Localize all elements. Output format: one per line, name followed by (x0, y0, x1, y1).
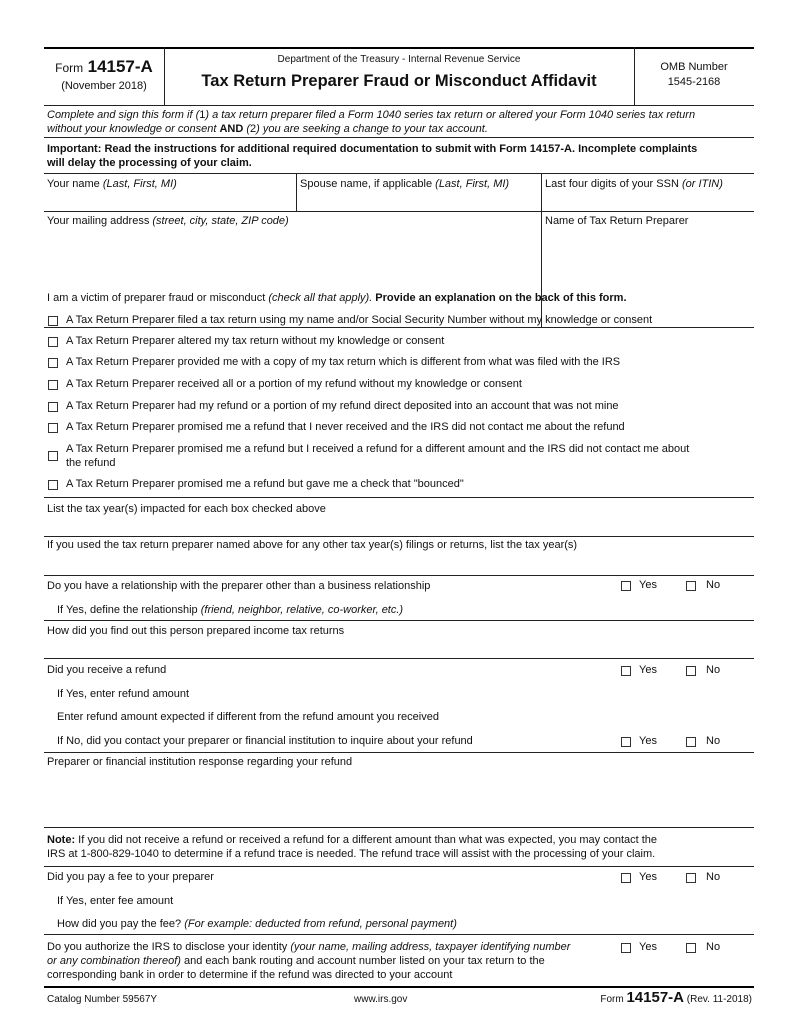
fee-yes-checkbox[interactable] (621, 873, 631, 883)
intro-line-1: Complete and sign this form if (1) a tax return preparer filed a Form 1040 series tax return or altered your Form 1040 series tax return (47, 109, 696, 121)
name-field[interactable] (45, 192, 294, 210)
contact-yes-checkbox[interactable] (621, 737, 631, 747)
option-5-checkbox[interactable] (48, 402, 58, 412)
option-4-checkbox[interactable] (48, 380, 58, 390)
refund-yes-checkbox[interactable] (621, 666, 631, 676)
authorize-yes-checkbox[interactable] (621, 943, 631, 953)
refund-no-checkbox[interactable] (686, 666, 696, 676)
authorize-line-3: corresponding bank in order to determine if the refund was directed to your account (47, 969, 453, 981)
address-field[interactable] (45, 230, 539, 325)
important-line-1: Important: Read the instructions for additional required documentation to submit with Form 14157-A. Incomplete complaints (47, 143, 698, 155)
option-6-label: A Tax Return Preparer promised me a refund that I never received and the IRS did not contact me about the refund (66, 421, 625, 433)
important-line-2: will delay the processing of your claim. (47, 157, 252, 169)
spouse-field[interactable] (298, 192, 538, 210)
omb-number: 1545-2168 (667, 76, 721, 88)
form-prefix: Form (55, 61, 84, 75)
refund-amount-field[interactable] (244, 685, 744, 701)
refund-label: Did you receive a refund (47, 664, 167, 676)
authorize-line-2: or any combination thereof) and each bank routing and account number listed on your tax return to the (47, 955, 545, 967)
page-title: Tax Return Preparer Fraud or Misconduct Affidavit (201, 72, 597, 90)
preparer-name-field[interactable] (543, 230, 753, 325)
refund-yes-label: Yes (639, 664, 657, 676)
option-8-label: A Tax Return Preparer promised me a refund but gave me a check that "bounced" (66, 478, 464, 490)
authorize-line-1: Do you authorize the IRS to disclose your identity (your name, mailing address, taxpayer identifying number (47, 941, 571, 953)
preparer-name-label: Name of Tax Return Preparer (545, 215, 689, 227)
option-7-checkbox[interactable] (48, 451, 58, 461)
relationship-define-field[interactable] (384, 602, 744, 618)
option-5-label: A Tax Return Preparer had my refund or a portion of my refund direct deposited into an account that was not mine (66, 400, 619, 412)
option-1-label: A Tax Return Preparer filed a tax return using my name and/or Social Security Number without my knowledge or consent (66, 314, 653, 326)
relationship-label: Do you have a relationship with the preparer other than a business relationship (47, 580, 431, 592)
option-2-checkbox[interactable] (48, 337, 58, 347)
omb-label: OMB Number (660, 61, 728, 73)
fee-no-checkbox[interactable] (686, 873, 696, 883)
fee-how-label: How did you pay the fee? (For example: deducted from refund, personal payment) (57, 918, 457, 930)
option-7-label-cont: the refund (66, 457, 116, 469)
contact-no-checkbox[interactable] (686, 737, 696, 747)
other-years-label: If you used the tax return preparer named above for any other tax year(s) filings or returns, list the tax year(s) (47, 539, 578, 551)
address-field-label: Your mailing address (street, city, state, ZIP code) (47, 215, 289, 227)
name-field-label: Your name (Last, First, MI) (47, 178, 177, 190)
other-years-field[interactable] (45, 553, 751, 573)
fee-amount-field[interactable] (224, 892, 744, 908)
option-1-checkbox[interactable] (48, 316, 58, 326)
affidavit-form (44, 47, 754, 1017)
relationship-define-label: If Yes, define the relationship (friend, neighbor, relative, co-worker, etc.) (57, 604, 404, 616)
find-out-label: How did you find out this person prepared income tax returns (47, 625, 345, 637)
response-label: Preparer or financial institution response regarding your refund (47, 756, 353, 768)
relationship-yes-checkbox[interactable] (621, 581, 631, 591)
ssn-field[interactable] (543, 192, 753, 210)
refund-no-label: No (706, 664, 721, 676)
spouse-field-label: Spouse name, if applicable (Last, First, MI) (300, 178, 510, 190)
irs-website[interactable]: www.irs.gov (354, 994, 408, 1005)
authorize-no-checkbox[interactable] (686, 943, 696, 953)
refund-expected-field[interactable] (484, 708, 744, 724)
relationship-no-label: No (706, 579, 721, 591)
contact-no-label: No (706, 735, 721, 747)
fee-amount-label: If Yes, enter fee amount (57, 895, 174, 907)
agency: Department of the Treasury - Internal Revenue Service (277, 54, 521, 65)
form-date: (November 2018) (61, 80, 147, 92)
option-2-label: A Tax Return Preparer altered my tax return without my knowledge or consent (66, 335, 445, 347)
catalog-number: Catalog Number 59567Y (47, 994, 158, 1005)
authorize-yes-label: Yes (639, 941, 657, 953)
refund-amount-label: If Yes, enter refund amount (57, 688, 190, 700)
authorize-no-label: No (706, 941, 721, 953)
response-field[interactable] (45, 771, 751, 825)
fee-how-field[interactable] (489, 915, 744, 931)
find-out-field[interactable] (45, 639, 751, 657)
option-4-label: A Tax Return Preparer received all or a portion of my refund without my knowledge or consent (66, 378, 522, 390)
option-8-checkbox[interactable] (48, 480, 58, 490)
relationship-yes-label: Yes (639, 579, 657, 591)
fee-yes-label: Yes (639, 871, 657, 883)
intro-line-2: without your knowledge or consent AND (2) you are seeking a change to your tax account. (47, 123, 488, 135)
footer-form-id: Form 14157-A (Rev. 11-2018) (600, 989, 752, 1006)
fee-label: Did you pay a fee to your preparer (47, 871, 214, 883)
option-3-checkbox[interactable] (48, 358, 58, 368)
contact-yes-label: Yes (639, 735, 657, 747)
option-7-label: A Tax Return Preparer promised me a refund but I received a refund for a different amount and the IRS did not contact me about (66, 443, 690, 455)
option-3-label: A Tax Return Preparer provided me with a copy of my tax return which is different from what was filed with the IRS (66, 356, 621, 368)
ssn-field-label: Last four digits of your SSN (or ITIN) (545, 178, 723, 190)
form-id-block (44, 57, 164, 77)
victim-intro: I am a victim of preparer fraud or misconduct (check all that apply). Provide an explanation on the back of this form. (47, 292, 627, 304)
top-rule (44, 47, 754, 49)
tax-years-label: List the tax year(s) impacted for each box checked above (47, 503, 326, 515)
refund-expected-label: Enter refund amount expected if different from the refund amount you received (57, 711, 439, 723)
option-6-checkbox[interactable] (48, 423, 58, 433)
contact-label: If No, did you contact your preparer or financial institution to inquire about your refund (57, 735, 473, 747)
tax-years-field[interactable] (45, 517, 751, 535)
fee-no-label: No (706, 871, 721, 883)
relationship-no-checkbox[interactable] (686, 581, 696, 591)
note-line-2: IRS at 1-800-829-1040 to determine if a refund trace is needed. The refund trace will assist with the processing of your claim. (47, 848, 656, 860)
note-line-1: Note: If you did not receive a refund or received a refund for a different amount than what was expected, you may contact the (47, 834, 658, 846)
form-number: 14157-A (87, 57, 153, 76)
